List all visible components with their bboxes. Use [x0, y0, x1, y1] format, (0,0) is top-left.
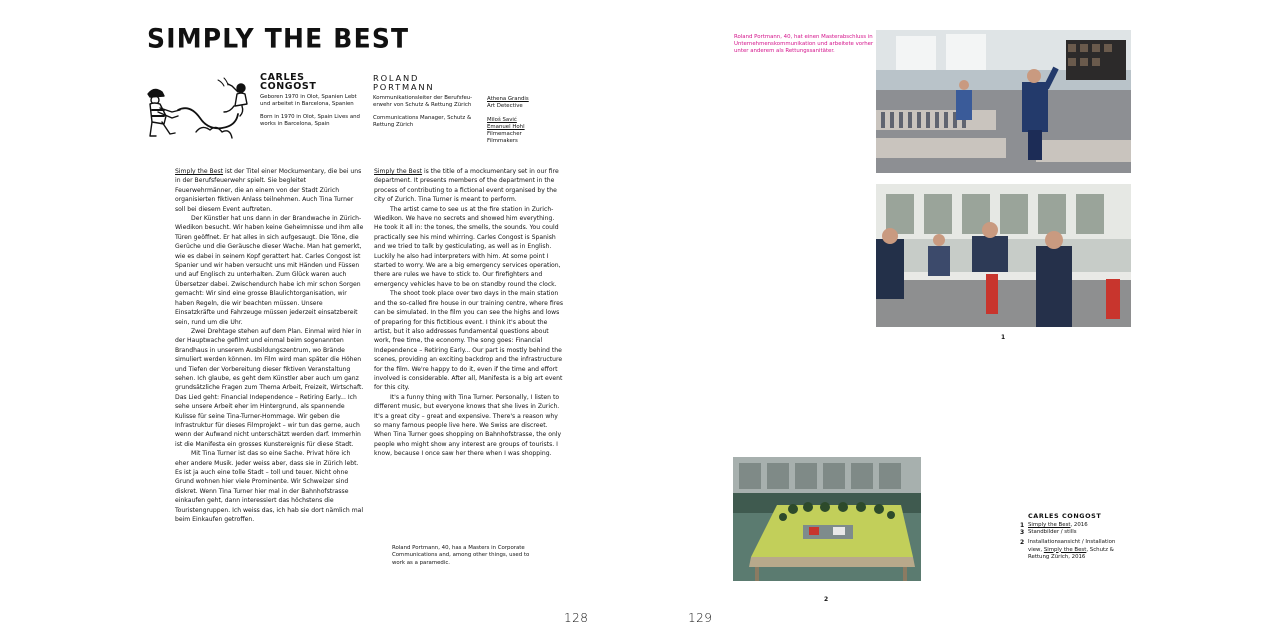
- photo-caption-de: Roland Portmann, 40, hat einen Masterabschluss in Unternehmenskommunikation und arbeitete vorher unter anderem als Rettungssanitäter.: [734, 34, 874, 55]
- legend-item-1: [1020, 522, 1125, 529]
- host-role-de: Kommunikationsleiter der Berufsfeu-erwehr von Schutz & Rettung Zürich: [373, 95, 473, 109]
- artist-name-line1: CARLES: [260, 72, 305, 83]
- photo-canteen-meeting: [876, 184, 1131, 327]
- english-lead: is the title of a mockumentary set in our fire department. It presents members of the department in the process of contributing to a fictional event organised by the city of Zurich. Tina Turner is meant to perform.: [374, 168, 559, 204]
- german-paragraph: Mit Tina Turner ist das so eine Sache. Privat höre ich eher andere Musik. Jeder weiss aber, dass sie in Zürich lebt. Es ist ja auch eine tolle Stadt – toll und teuer. Nicht ohne Grund wohnen hier viele Prominente. Wir Schweizer sind diskret. Wenn Tina Turner hier mal in der Bahnhofstrasse einkaufen geht, dann interessiert das höchstens die Touristengruppen. Ich weiss das, ich hab sie dort nämlich mal beim Einkaufen getroffen.: [175, 450, 364, 524]
- english-paragraph: The artist came to see us at the fire station in Zurich-Wiedikon. We have no secrets and showed him everything. He took it all in: the tones, the smells, the sounds. You could practically see his mind whirring. Carles Congost is Spanish and we tried to talk by gesticulating, as well as in English. Luckily he also had interpreters with him. At some point I started to worry. We are a big emergency services operation, there are rules we have to stick to. Our firefighters and emergency vehicles have to be on standby round the clock.: [374, 205, 561, 288]
- photo-installation-model: [733, 457, 921, 581]
- credits-block: [487, 96, 567, 146]
- figure-legend: [1020, 512, 1125, 561]
- artist-bio-en: Born in 1970 in Olot, Spain Lives and works in Barcelona, Spain: [260, 114, 360, 128]
- credit-name-1: Athena Grandis: [487, 96, 529, 102]
- german-paragraph: Der Künstler hat uns dann in der Brandwache in Zürich-Wiedikon besucht. Wir haben keine Geheimnisse und ihm alle Türen geöffnet. Er hat alles in sich aufgesaugt. Die Töne, die Gerüche und die Geräusche dieser Wache. Man hat gemerkt, wie es dabei in seinem Kopf gerattert hat. Carles Congost ist Spanier und wir haben versucht uns mit Händen und Füssen und auf Englisch zu unterhalten. Zum Glück waren auch Übersetzer dabei. Zwischendurch habe ich mir schon Sorgen gemacht: Wir sind eine grosse Blaulichtorganisation, wir haben Regeln, die wir beachten müssen. Unsere Einsatzkräfte und Fahrzeuge müssen jederzeit einsatzbereit sein, rund um die Uhr.: [175, 215, 364, 326]
- page-number-left: 128: [564, 611, 589, 625]
- legend-num-3: 3: [1020, 529, 1025, 537]
- german-paragraph: Zwei Drehtage stehen auf dem Plan. Einmal wird hier in der Hauptwache gefilmt und einmal beim sogenannten Brandhaus in unserem Ausbildungszentrum, wo Brände simuliert werden können. Im Film wird man später die Höhen und Tiefen der Vorbereitung dieser fiktiven Veranstaltung sehen. Ich glaube, es geht dem Künstler aber auch um ganz grundsätzliche Fragen zum Thema Arbeit, Freizeit, Wirtschaft. Das Lied geht: Financial Independence – Retiring Early... Ich sehe unsere Arbeit eher im Hintergrund, als spannende Kulisse für seine Tina-Turner-Hommage. Wir geben die Infrastruktur für dieses Filmprojekt – wir tun das gerne, auch wenn der Aufwand nicht unterschätzt werden darf. Immerhin ist die Manifesta ein grosses Kunstereignis für diese Stadt.: [175, 327, 364, 448]
- artist-bio-de: Geboren 1970 in Olot, Spanien Lebt und arbeitet in Barcelona, Spanien: [260, 94, 357, 108]
- english-paragraph: It's a funny thing with Tina Turner. Personally, I listen to different music, but everyone knows that she lives in Zurich. It's a great city – great and expensive. There's a reason why so many famous people live here. We Swiss are discreet. When Tina Turner goes shopping on Bahnhofstrasse, the only people who might show any interest are groups of tourists. I know, because I once saw her there when I was shopping.: [374, 393, 562, 458]
- german-text-column: [175, 167, 364, 524]
- legend-text-2a: Installationsansicht / Installation view,: [1028, 539, 1116, 553]
- host-name-line2: PORTMANN: [373, 82, 435, 92]
- credit-role-2: Filmemacher: [487, 131, 522, 138]
- credit-role-1: Art Detective: [487, 103, 523, 110]
- photo-record-store: [876, 30, 1131, 173]
- english-paragraph: The shoot took place over two days in the main station and the so-called fire house in our training centre, where fires can be simulated. In the film you can see the highs and lows of preparing for this fictitious event. I think it's about the artist, but it also addresses fundamental questions about work, free time, the economy. The song goes: Financial Independence – Retiring Early... Our part is mostly behind the scenes, providing an exciting backdrop and the infrastructure for the film. We're happy to do it, even if the time and effort involved is considerable. After all, Manifesta is a big art event for this city.: [374, 290, 563, 392]
- credit-name-2: Miloš Savić: [487, 117, 517, 124]
- legend-num-1: 1: [1020, 522, 1025, 529]
- host-block: [373, 74, 485, 129]
- legend-item-2: [1020, 539, 1125, 561]
- english-text-column: [374, 167, 563, 459]
- artist-name-line2: CONGOST: [260, 81, 317, 92]
- legend-num-2: 2: [1020, 539, 1025, 547]
- figure-label-2: 2: [824, 596, 829, 603]
- legend-text-3: Standbilder / stills: [1028, 529, 1077, 536]
- english-title-link[interactable]: Simply the Best: [374, 168, 423, 175]
- host-bio-note: Roland Portmann, 40, has a Masters in Corporate Communications and, among other things, used to work as a paramedic.: [392, 545, 530, 566]
- legend-title: CARLES CONGOST: [1028, 512, 1102, 520]
- figure-label-1: 1: [1001, 334, 1006, 341]
- host-name-line1: ROLAND: [373, 73, 420, 83]
- page-number-right: 129: [688, 611, 713, 625]
- legend-link-1[interactable]: Simply the Best: [1028, 522, 1071, 528]
- legend-text-2b: , Schutz & Rettung Zürich, 2016: [1028, 546, 1114, 560]
- page-title: SIMPLY THE BEST: [147, 23, 410, 54]
- artist-block: [260, 73, 365, 128]
- german-title-link[interactable]: Simply the Best: [175, 168, 224, 175]
- credit-role-3: Filmmakers: [487, 138, 518, 145]
- legend-text-1: , 2016: [1070, 522, 1088, 528]
- credit-name-3: Emanuel Hohl: [487, 124, 525, 131]
- firefighter-illustration: [138, 76, 256, 146]
- german-lead: ist der Titel einer Mockumentary, die bei uns in der Berufsfeuerwehr spielt. Sie begleitet Feuerwehrmänner, die an einem von der Stadt Zürich organisierten fiktiven Anlass teilnehmen. Auch Tina Turner soll bei diesem Event auftreten.: [175, 168, 362, 213]
- legend-link-2[interactable]: Simply the Best: [1043, 546, 1087, 553]
- legend-item-3: [1020, 529, 1125, 536]
- host-role-en: Communications Manager, Schutz & Rettung Zürich: [373, 115, 472, 129]
